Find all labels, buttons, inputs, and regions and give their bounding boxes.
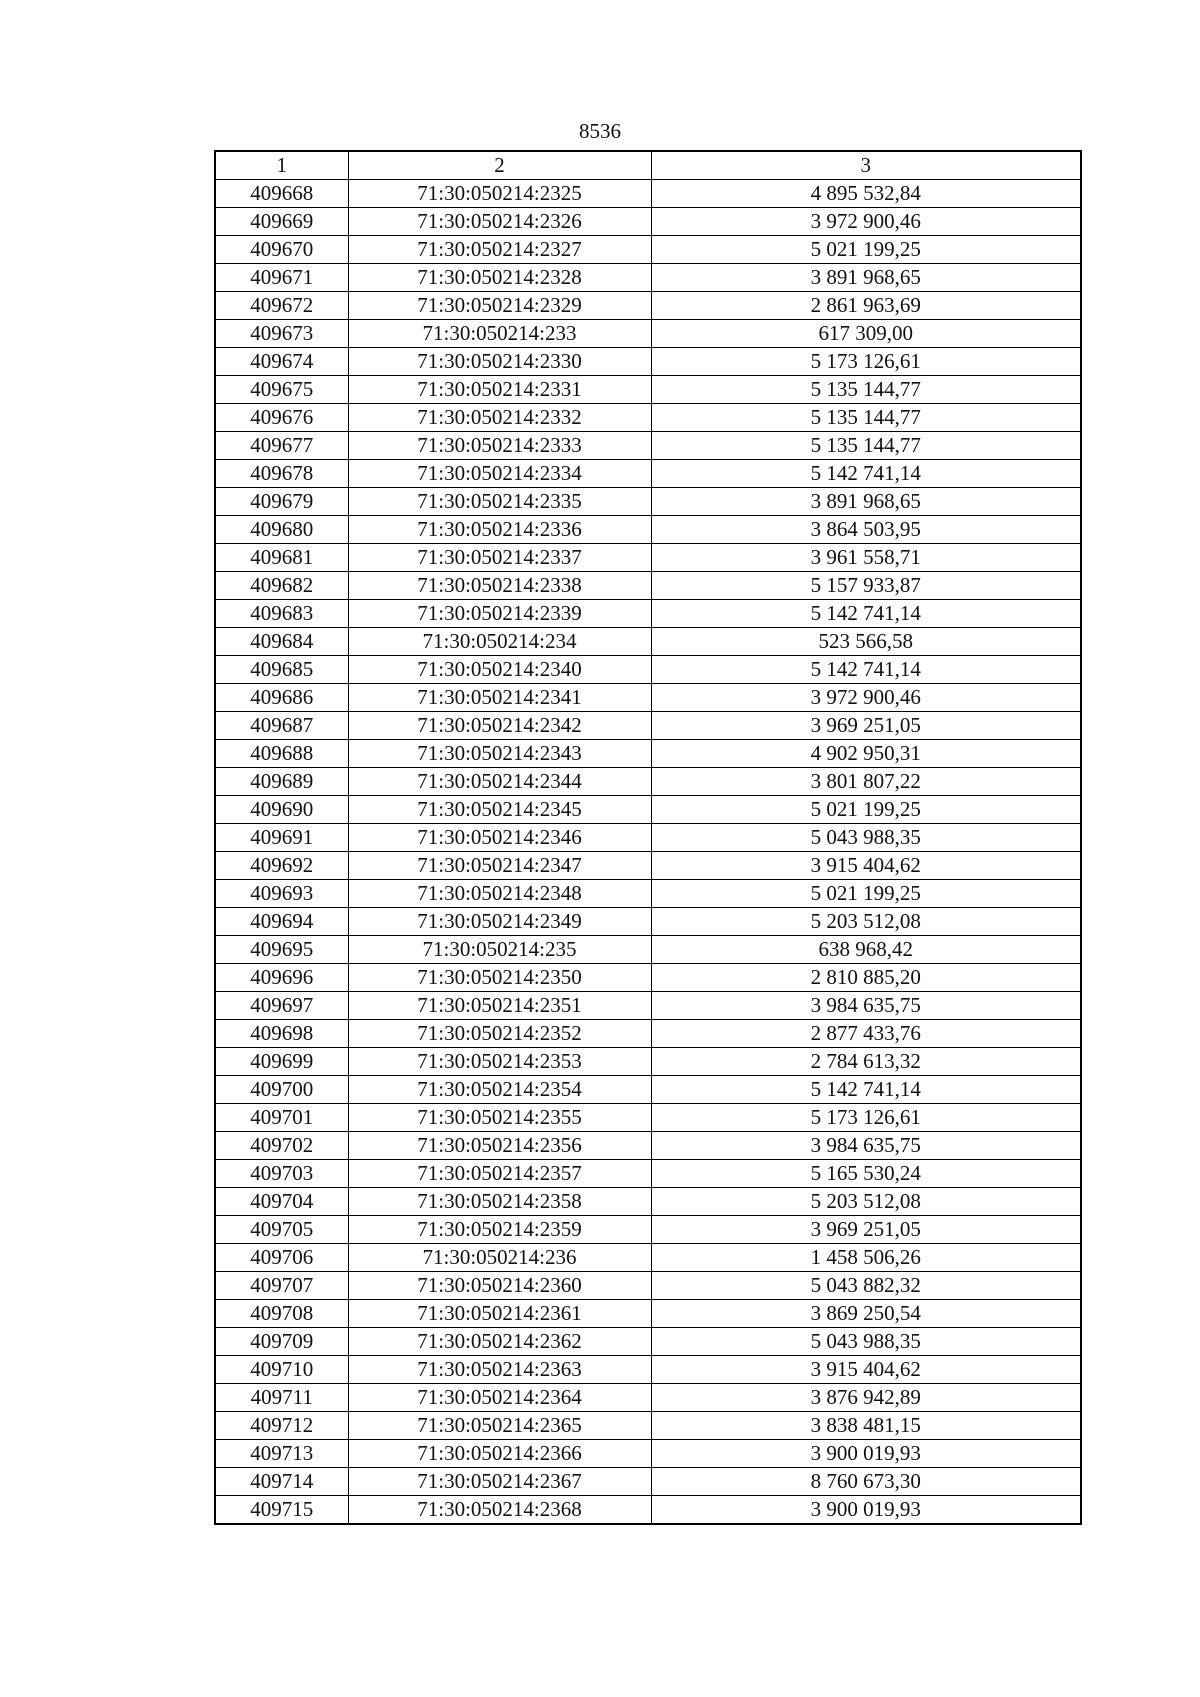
table-row bbox=[215, 460, 1081, 488]
cell-record-number: 409672 bbox=[215, 292, 348, 320]
cell-value: 638 968,42 bbox=[651, 936, 1081, 964]
cell-value: 3 984 635,75 bbox=[651, 992, 1081, 1020]
table-row bbox=[215, 1216, 1081, 1244]
cell-cadastral-number: 71:30:050214:2326 bbox=[348, 208, 651, 236]
table-row bbox=[215, 516, 1081, 544]
table-row bbox=[215, 1272, 1081, 1300]
cell-cadastral-number: 71:30:050214:2365 bbox=[348, 1412, 651, 1440]
table-row bbox=[215, 628, 1081, 656]
cell-value: 3 972 900,46 bbox=[651, 208, 1081, 236]
table-row bbox=[215, 320, 1081, 348]
cell-cadastral-number: 71:30:050214:2353 bbox=[348, 1048, 651, 1076]
cell-cadastral-number: 71:30:050214:2359 bbox=[348, 1216, 651, 1244]
cell-cadastral-number: 71:30:050214:2368 bbox=[348, 1496, 651, 1525]
cell-cadastral-number: 71:30:050214:2328 bbox=[348, 264, 651, 292]
table-row bbox=[215, 964, 1081, 992]
table-row bbox=[215, 1496, 1081, 1525]
table-row bbox=[215, 544, 1081, 572]
cell-record-number: 409712 bbox=[215, 1412, 348, 1440]
cell-value: 5 021 199,25 bbox=[651, 796, 1081, 824]
cell-value: 3 900 019,93 bbox=[651, 1440, 1081, 1468]
cell-record-number: 409687 bbox=[215, 712, 348, 740]
table-row bbox=[215, 684, 1081, 712]
cell-value: 5 043 988,35 bbox=[651, 1328, 1081, 1356]
cell-cadastral-number: 71:30:050214:2367 bbox=[348, 1468, 651, 1496]
cell-cadastral-number: 71:30:050214:2339 bbox=[348, 600, 651, 628]
cell-value: 5 043 988,35 bbox=[651, 824, 1081, 852]
table-row bbox=[215, 376, 1081, 404]
cell-value: 8 760 673,30 bbox=[651, 1468, 1081, 1496]
cell-value: 5 203 512,08 bbox=[651, 1188, 1081, 1216]
cell-value: 5 173 126,61 bbox=[651, 348, 1081, 376]
cell-record-number: 409696 bbox=[215, 964, 348, 992]
cell-record-number: 409703 bbox=[215, 1160, 348, 1188]
table-row bbox=[215, 1412, 1081, 1440]
cell-cadastral-number: 71:30:050214:2366 bbox=[348, 1440, 651, 1468]
cell-value: 5 135 144,77 bbox=[651, 432, 1081, 460]
cell-cadastral-number: 71:30:050214:2337 bbox=[348, 544, 651, 572]
header-column-2: 2 bbox=[348, 151, 651, 180]
cell-cadastral-number: 71:30:050214:2354 bbox=[348, 1076, 651, 1104]
cell-value: 2 784 613,32 bbox=[651, 1048, 1081, 1076]
cell-cadastral-number: 71:30:050214:2360 bbox=[348, 1272, 651, 1300]
cell-record-number: 409690 bbox=[215, 796, 348, 824]
cell-value: 3 869 250,54 bbox=[651, 1300, 1081, 1328]
cell-cadastral-number: 71:30:050214:2327 bbox=[348, 236, 651, 264]
table-row bbox=[215, 740, 1081, 768]
cell-cadastral-number: 71:30:050214:233 bbox=[348, 320, 651, 348]
table-row bbox=[215, 1132, 1081, 1160]
table-row bbox=[215, 852, 1081, 880]
cell-value: 1 458 506,26 bbox=[651, 1244, 1081, 1272]
table-row bbox=[215, 1076, 1081, 1104]
header-row bbox=[215, 151, 1081, 180]
cell-record-number: 409671 bbox=[215, 264, 348, 292]
table-row bbox=[215, 236, 1081, 264]
table-row bbox=[215, 824, 1081, 852]
table-row bbox=[215, 1356, 1081, 1384]
header-column-1: 1 bbox=[215, 151, 348, 180]
table-row bbox=[215, 768, 1081, 796]
cell-cadastral-number: 71:30:050214:2344 bbox=[348, 768, 651, 796]
cell-record-number: 409699 bbox=[215, 1048, 348, 1076]
cell-record-number: 409711 bbox=[215, 1384, 348, 1412]
cell-value: 3 838 481,15 bbox=[651, 1412, 1081, 1440]
cell-value: 5 135 144,77 bbox=[651, 404, 1081, 432]
cell-value: 3 801 807,22 bbox=[651, 768, 1081, 796]
cell-value: 5 021 199,25 bbox=[651, 236, 1081, 264]
cell-cadastral-number: 71:30:050214:2336 bbox=[348, 516, 651, 544]
table-row bbox=[215, 292, 1081, 320]
cell-record-number: 409674 bbox=[215, 348, 348, 376]
cell-record-number: 409673 bbox=[215, 320, 348, 348]
cell-value: 3 864 503,95 bbox=[651, 516, 1081, 544]
table-row bbox=[215, 1328, 1081, 1356]
cell-record-number: 409683 bbox=[215, 600, 348, 628]
cell-value: 5 142 741,14 bbox=[651, 600, 1081, 628]
cell-cadastral-number: 71:30:050214:2349 bbox=[348, 908, 651, 936]
cell-value: 4 895 532,84 bbox=[651, 180, 1081, 208]
cell-record-number: 409697 bbox=[215, 992, 348, 1020]
cell-value: 5 203 512,08 bbox=[651, 908, 1081, 936]
table-row bbox=[215, 992, 1081, 1020]
cell-value: 2 810 885,20 bbox=[651, 964, 1081, 992]
cell-cadastral-number: 71:30:050214:2338 bbox=[348, 572, 651, 600]
cell-cadastral-number: 71:30:050214:235 bbox=[348, 936, 651, 964]
table-row bbox=[215, 348, 1081, 376]
cell-cadastral-number: 71:30:050214:2348 bbox=[348, 880, 651, 908]
cell-record-number: 409713 bbox=[215, 1440, 348, 1468]
table-row bbox=[215, 936, 1081, 964]
cell-record-number: 409705 bbox=[215, 1216, 348, 1244]
page-number: 8536 bbox=[579, 119, 621, 143]
cell-cadastral-number: 71:30:050214:2356 bbox=[348, 1132, 651, 1160]
cell-record-number: 409707 bbox=[215, 1272, 348, 1300]
cell-record-number: 409684 bbox=[215, 628, 348, 656]
cell-cadastral-number: 71:30:050214:2343 bbox=[348, 740, 651, 768]
cell-record-number: 409669 bbox=[215, 208, 348, 236]
cell-value: 2 877 433,76 bbox=[651, 1020, 1081, 1048]
cell-cadastral-number: 71:30:050214:2355 bbox=[348, 1104, 651, 1132]
cell-record-number: 409706 bbox=[215, 1244, 348, 1272]
cell-record-number: 409689 bbox=[215, 768, 348, 796]
cell-value: 5 157 933,87 bbox=[651, 572, 1081, 600]
table-row bbox=[215, 1048, 1081, 1076]
cell-cadastral-number: 71:30:050214:2346 bbox=[348, 824, 651, 852]
cell-record-number: 409708 bbox=[215, 1300, 348, 1328]
table-row bbox=[215, 1300, 1081, 1328]
cell-cadastral-number: 71:30:050214:2340 bbox=[348, 656, 651, 684]
cell-cadastral-number: 71:30:050214:2334 bbox=[348, 460, 651, 488]
table-row bbox=[215, 1188, 1081, 1216]
cell-record-number: 409695 bbox=[215, 936, 348, 964]
cell-value: 523 566,58 bbox=[651, 628, 1081, 656]
table-row bbox=[215, 880, 1081, 908]
cell-cadastral-number: 71:30:050214:2331 bbox=[348, 376, 651, 404]
table-row bbox=[215, 432, 1081, 460]
table-row bbox=[215, 264, 1081, 292]
cell-value: 3 969 251,05 bbox=[651, 712, 1081, 740]
cell-value: 617 309,00 bbox=[651, 320, 1081, 348]
cell-cadastral-number: 71:30:050214:2358 bbox=[348, 1188, 651, 1216]
cell-record-number: 409682 bbox=[215, 572, 348, 600]
cell-value: 5 142 741,14 bbox=[651, 656, 1081, 684]
cell-cadastral-number: 71:30:050214:234 bbox=[348, 628, 651, 656]
cell-record-number: 409702 bbox=[215, 1132, 348, 1160]
table-row bbox=[215, 208, 1081, 236]
table-row bbox=[215, 180, 1081, 208]
cell-record-number: 409675 bbox=[215, 376, 348, 404]
cell-record-number: 409676 bbox=[215, 404, 348, 432]
cell-value: 5 142 741,14 bbox=[651, 1076, 1081, 1104]
cell-cadastral-number: 71:30:050214:2329 bbox=[348, 292, 651, 320]
cell-cadastral-number: 71:30:050214:2332 bbox=[348, 404, 651, 432]
cell-record-number: 409691 bbox=[215, 824, 348, 852]
cell-record-number: 409668 bbox=[215, 180, 348, 208]
table-row bbox=[215, 1244, 1081, 1272]
cell-record-number: 409685 bbox=[215, 656, 348, 684]
cell-value: 3 969 251,05 bbox=[651, 1216, 1081, 1244]
cell-value: 3 915 404,62 bbox=[651, 852, 1081, 880]
cell-record-number: 409678 bbox=[215, 460, 348, 488]
cell-value: 3 900 019,93 bbox=[651, 1496, 1081, 1525]
cell-cadastral-number: 71:30:050214:2341 bbox=[348, 684, 651, 712]
cell-record-number: 409693 bbox=[215, 880, 348, 908]
cell-record-number: 409698 bbox=[215, 1020, 348, 1048]
table-row bbox=[215, 1468, 1081, 1496]
table-row bbox=[215, 1160, 1081, 1188]
cell-cadastral-number: 71:30:050214:2361 bbox=[348, 1300, 651, 1328]
cell-record-number: 409692 bbox=[215, 852, 348, 880]
cell-record-number: 409688 bbox=[215, 740, 348, 768]
cell-record-number: 409714 bbox=[215, 1468, 348, 1496]
table-row bbox=[215, 572, 1081, 600]
cell-value: 5 165 530,24 bbox=[651, 1160, 1081, 1188]
data-table bbox=[214, 150, 1082, 1525]
cell-value: 5 043 882,32 bbox=[651, 1272, 1081, 1300]
cell-cadastral-number: 71:30:050214:2325 bbox=[348, 180, 651, 208]
table-row bbox=[215, 656, 1081, 684]
cell-cadastral-number: 71:30:050214:2333 bbox=[348, 432, 651, 460]
cell-cadastral-number: 71:30:050214:2357 bbox=[348, 1160, 651, 1188]
cell-record-number: 409700 bbox=[215, 1076, 348, 1104]
table-row bbox=[215, 1020, 1081, 1048]
table-row bbox=[215, 488, 1081, 516]
cell-cadastral-number: 71:30:050214:2342 bbox=[348, 712, 651, 740]
cell-value: 3 891 968,65 bbox=[651, 488, 1081, 516]
cell-record-number: 409704 bbox=[215, 1188, 348, 1216]
table-row bbox=[215, 712, 1081, 740]
cell-value: 5 021 199,25 bbox=[651, 880, 1081, 908]
cell-cadastral-number: 71:30:050214:2362 bbox=[348, 1328, 651, 1356]
table-row bbox=[215, 796, 1081, 824]
cell-record-number: 409679 bbox=[215, 488, 348, 516]
cell-value: 2 861 963,69 bbox=[651, 292, 1081, 320]
cell-record-number: 409686 bbox=[215, 684, 348, 712]
cell-record-number: 409680 bbox=[215, 516, 348, 544]
cell-cadastral-number: 71:30:050214:236 bbox=[348, 1244, 651, 1272]
cell-cadastral-number: 71:30:050214:2363 bbox=[348, 1356, 651, 1384]
cell-cadastral-number: 71:30:050214:2352 bbox=[348, 1020, 651, 1048]
cell-record-number: 409710 bbox=[215, 1356, 348, 1384]
cell-cadastral-number: 71:30:050214:2364 bbox=[348, 1384, 651, 1412]
header-column-3: 3 bbox=[651, 151, 1081, 180]
cell-record-number: 409701 bbox=[215, 1104, 348, 1132]
cell-value: 3 972 900,46 bbox=[651, 684, 1081, 712]
cell-cadastral-number: 71:30:050214:2350 bbox=[348, 964, 651, 992]
cell-value: 5 173 126,61 bbox=[651, 1104, 1081, 1132]
cell-record-number: 409709 bbox=[215, 1328, 348, 1356]
cell-cadastral-number: 71:30:050214:2330 bbox=[348, 348, 651, 376]
table-row bbox=[215, 1440, 1081, 1468]
cell-record-number: 409681 bbox=[215, 544, 348, 572]
cell-value: 3 915 404,62 bbox=[651, 1356, 1081, 1384]
table-row bbox=[215, 1104, 1081, 1132]
cell-cadastral-number: 71:30:050214:2335 bbox=[348, 488, 651, 516]
cell-record-number: 409715 bbox=[215, 1496, 348, 1525]
table-row bbox=[215, 908, 1081, 936]
cell-record-number: 409694 bbox=[215, 908, 348, 936]
cell-value: 5 135 144,77 bbox=[651, 376, 1081, 404]
cell-cadastral-number: 71:30:050214:2345 bbox=[348, 796, 651, 824]
cell-cadastral-number: 71:30:050214:2351 bbox=[348, 992, 651, 1020]
cell-value: 3 891 968,65 bbox=[651, 264, 1081, 292]
table-row bbox=[215, 1384, 1081, 1412]
cell-value: 3 961 558,71 bbox=[651, 544, 1081, 572]
cell-value: 4 902 950,31 bbox=[651, 740, 1081, 768]
cell-cadastral-number: 71:30:050214:2347 bbox=[348, 852, 651, 880]
cell-record-number: 409677 bbox=[215, 432, 348, 460]
cell-value: 3 876 942,89 bbox=[651, 1384, 1081, 1412]
table-row bbox=[215, 600, 1081, 628]
cell-value: 5 142 741,14 bbox=[651, 460, 1081, 488]
cell-value: 3 984 635,75 bbox=[651, 1132, 1081, 1160]
table-row bbox=[215, 404, 1081, 432]
table-header bbox=[215, 151, 1081, 180]
table-body bbox=[215, 180, 1081, 1525]
cell-record-number: 409670 bbox=[215, 236, 348, 264]
